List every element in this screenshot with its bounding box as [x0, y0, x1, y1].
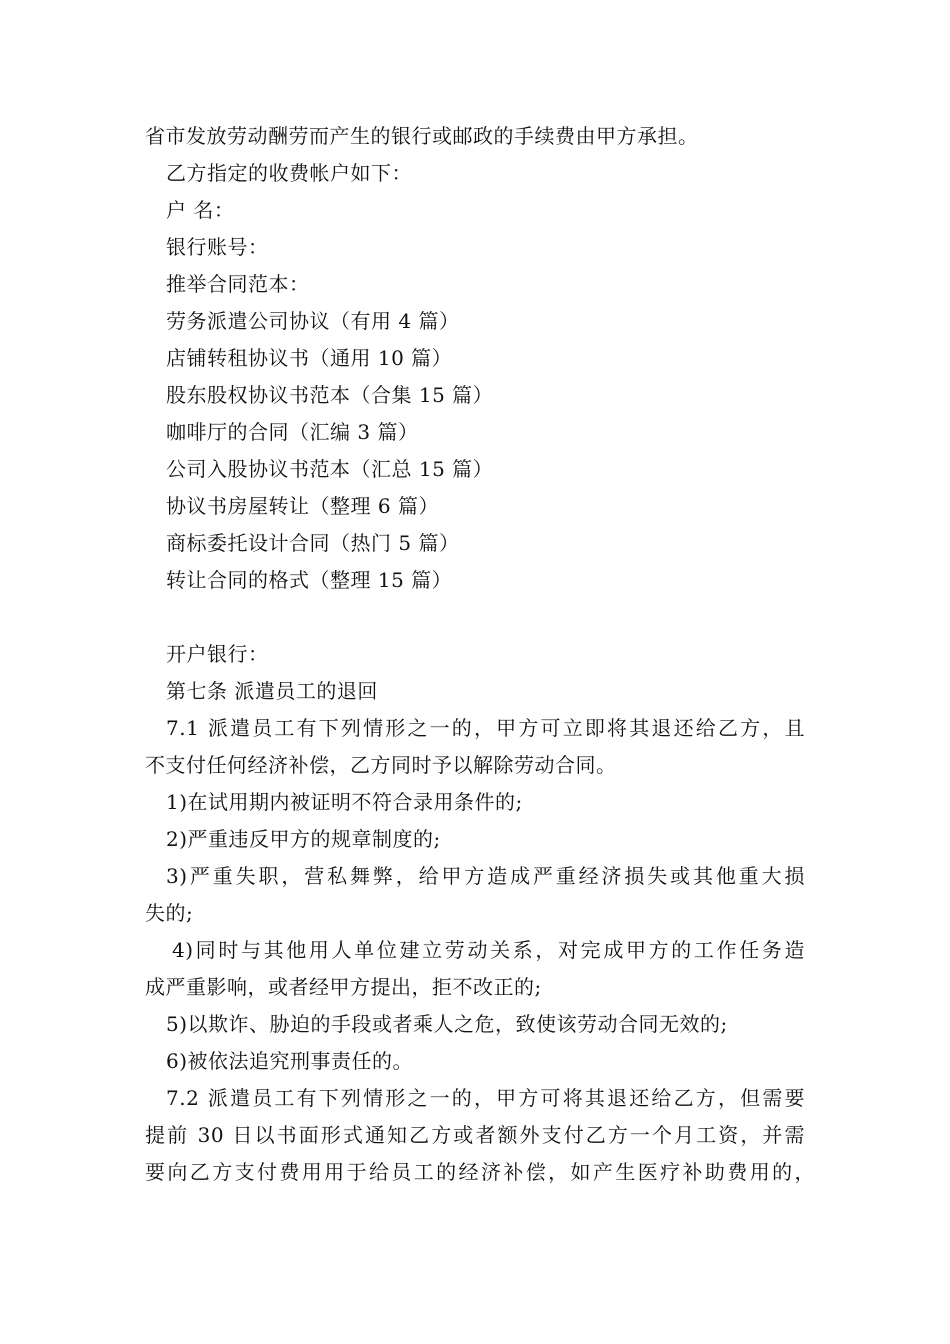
list-item: 协议书房屋转让（整理 6 篇） [166, 494, 439, 518]
text-line: 银行账号： [166, 235, 269, 259]
list-item: 1)在试用期内被证明不符合录用条件的; [166, 790, 523, 814]
paragraph-line: 7.1 派遣员工有下列情形之一的，甲方可立即将其退还给乙方，且 [166, 716, 805, 740]
paragraph-line: 成严重影响，或者经甲方提出，拒不改正的; [145, 975, 542, 999]
list-item: 商标委托设计合同（热门 5 篇） [166, 531, 460, 555]
list-item: 6)被依法追究刑事责任的。 [166, 1049, 414, 1073]
list-item: 劳务派遣公司协议（有用 4 篇） [166, 309, 460, 333]
list-item: 4)同时与其他用人单位建立劳动关系，对完成甲方的工作任务造 [172, 938, 805, 962]
text-line: 省市发放劳动酬劳而产生的银行或邮政的手续费由甲方承担。 [145, 124, 699, 148]
list-item: 转让合同的格式（整理 15 篇） [166, 568, 453, 592]
paragraph-line: 要向乙方支付费用用于给员工的经济补偿，如产生医疗补助费用的， [145, 1160, 815, 1184]
list-item: 公司入股协议书范本（汇总 15 篇） [166, 457, 494, 481]
text-line: 户 名： [166, 198, 235, 222]
text-line: 开户银行： [166, 642, 269, 666]
list-item: 股东股权协议书范本（合集 15 篇） [166, 383, 494, 407]
paragraph-line: 失的; [145, 901, 194, 925]
list-item: 2)严重违反甲方的规章制度的; [166, 827, 441, 851]
paragraph-line: 7.2 派遣员工有下列情形之一的，甲方可将其退还给乙方，但需要 [166, 1086, 805, 1110]
list-item: 店铺转租协议书（通用 10 篇） [166, 346, 453, 370]
list-item: 咖啡厅的合同（汇编 3 篇） [166, 420, 419, 444]
paragraph-line: 提前 30 日以书面形式通知乙方或者额外支付乙方一个月工资，并需 [145, 1123, 805, 1147]
section-heading: 第七条 派遣员工的退回 [166, 679, 378, 703]
paragraph-line: 不支付任何经济补偿，乙方同时予以解除劳动合同。 [145, 753, 617, 777]
text-line: 乙方指定的收费帐户如下： [166, 161, 412, 185]
list-item: 5)以欺诈、胁迫的手段或者乘人之危，致使该劳动合同无效的; [166, 1012, 728, 1036]
text-line: 推举合同范本： [166, 272, 310, 296]
list-item: 3)严重失职，营私舞弊，给甲方造成严重经济损失或其他重大损 [166, 864, 805, 888]
